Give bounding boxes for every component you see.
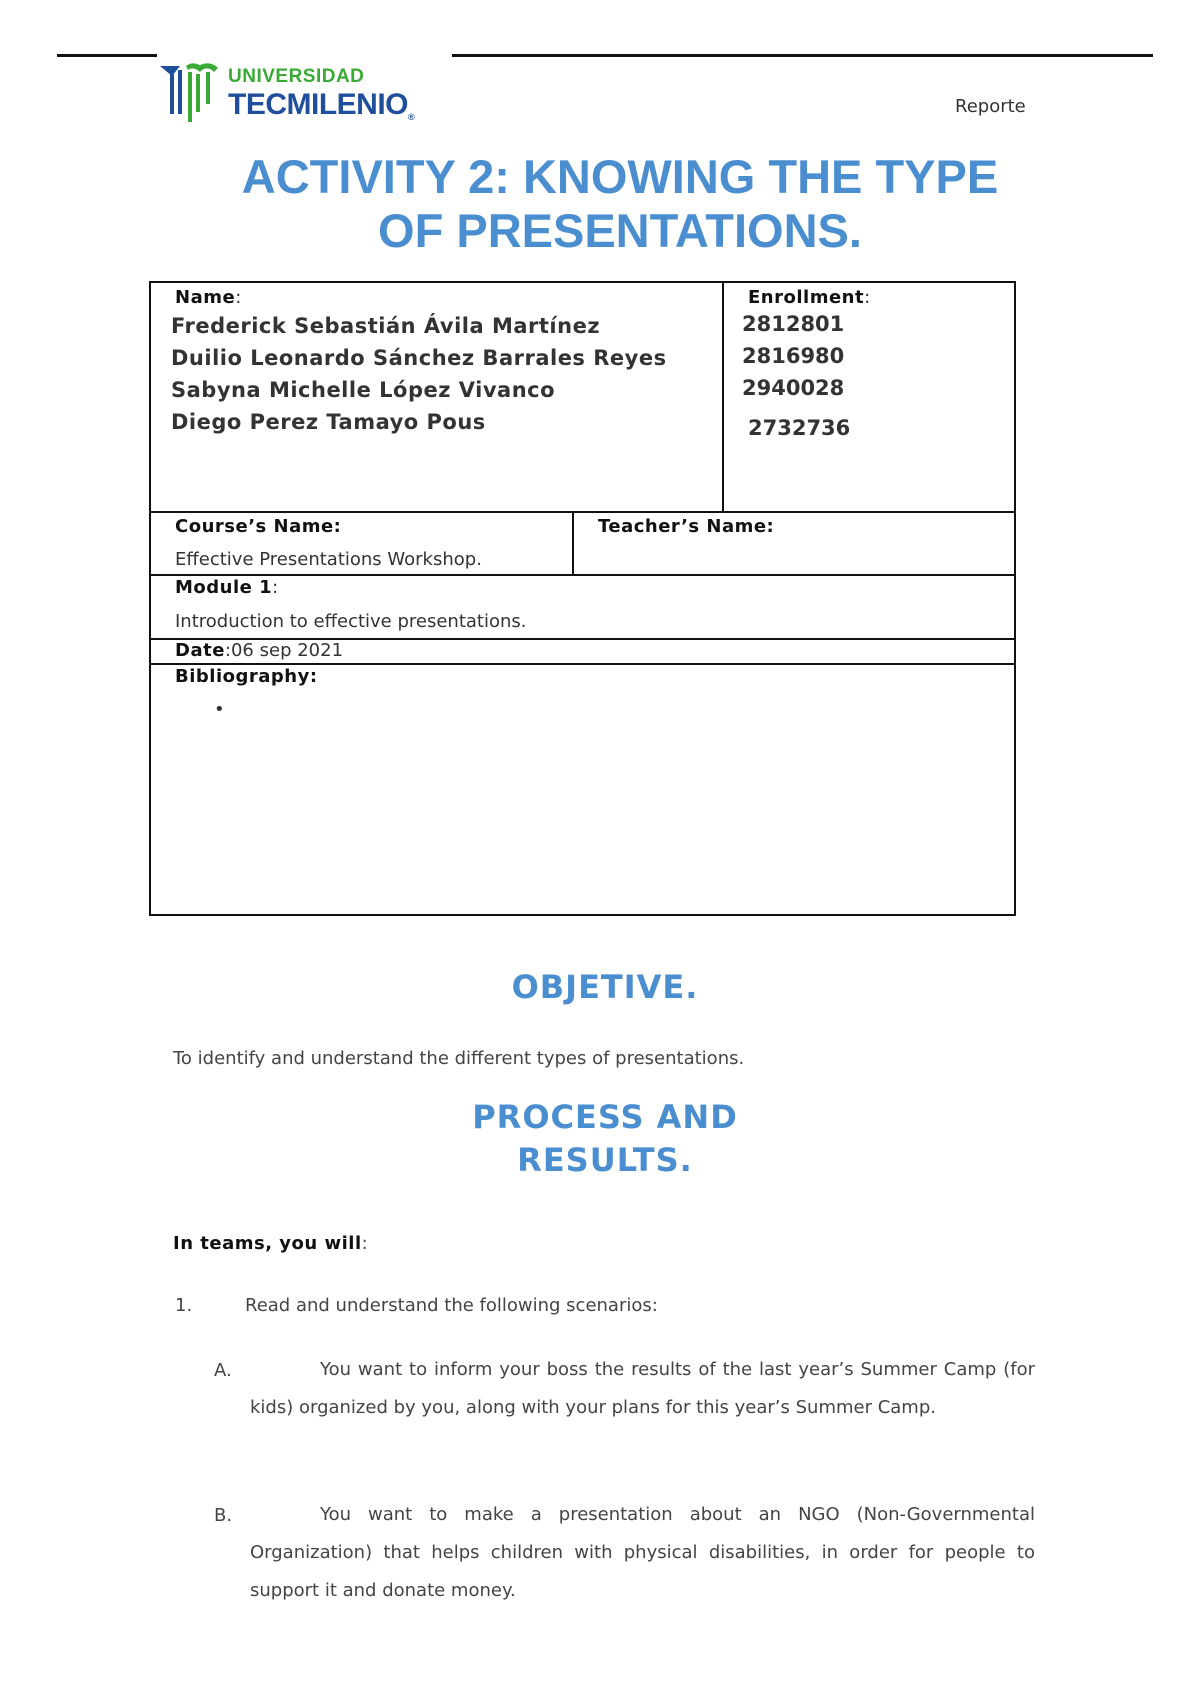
- teacher-cell: [573, 512, 1015, 575]
- scenario-b-text: [250, 1496, 1035, 1610]
- student-name: Frederick Sebastián Ávila Martínez: [171, 314, 601, 338]
- teams-intro-colon: :: [361, 1233, 368, 1254]
- student-name: Sabyna Michelle López Vivanco: [171, 378, 556, 402]
- scenario-b-letter: B.: [214, 1505, 233, 1526]
- logo-wordmark: TECMILENIO: [228, 88, 408, 121]
- process-heading: [150, 1096, 1060, 1182]
- page-title: [150, 150, 1090, 258]
- step-1-text: Read and understand the following scenarios:: [245, 1295, 658, 1316]
- logo-text-tecmilenio: [228, 88, 414, 122]
- enrollment-number: 2940028: [742, 376, 845, 400]
- header-rule-right: [452, 54, 1153, 57]
- module-label: Module 1: [175, 577, 273, 598]
- student-info-table: [149, 281, 1016, 916]
- course-value: Effective Presentations Workshop.: [175, 549, 482, 570]
- enrollment-list: [724, 308, 1014, 444]
- enrollment-cell: [723, 282, 1015, 512]
- scenario-a-body: You want to inform your boss the results of the last year’s Summer Camp (for kids) organized by you, along with your plans for this year’s Summer Camp.: [250, 1359, 1035, 1418]
- teacher-label: Teacher’s Name:: [598, 516, 775, 537]
- names-list: [151, 308, 722, 438]
- scenario-b-body: You want to make a presentation about an NGO (Non-Governmental Organization) that helps children with physical disabilities, in order for people to support it and donate money.: [250, 1504, 1035, 1601]
- module-cell: [150, 575, 1015, 639]
- date-label: Date: [175, 640, 225, 661]
- student-name: Duilio Leonardo Sánchez Barrales Reyes: [171, 346, 667, 370]
- enrollment-label-colon: :: [864, 287, 871, 308]
- bibliography-cell: [150, 664, 1015, 915]
- objective-heading: OBJETIVE.: [511, 968, 699, 1006]
- date-label-colon: :: [224, 640, 231, 661]
- objective-text: To identify and understand the different types of presentations.: [173, 1048, 745, 1069]
- course-label: Course’s Name:: [175, 516, 342, 537]
- title-line-1: ACTIVITY 2: KNOWING THE TYPE: [241, 150, 999, 203]
- module-value: Introduction to effective presentations.: [175, 611, 527, 632]
- teams-intro-bold: In teams, you will: [173, 1233, 362, 1254]
- module-label-colon: :: [272, 577, 279, 598]
- date-cell: [150, 639, 1015, 664]
- logo-text-universidad: UNIVERSIDAD: [228, 66, 365, 87]
- process-heading-line-1: PROCESS AND: [472, 1098, 738, 1136]
- enrollment-number: 2732736: [748, 416, 851, 440]
- process-heading-line-2: RESULTS.: [517, 1141, 693, 1179]
- bibliography-bullet: •: [214, 699, 225, 720]
- header-rule-left: [57, 54, 157, 57]
- name-label: Name: [175, 287, 236, 308]
- bibliography-label: Bibliography:: [175, 666, 318, 687]
- document-type-label: Reporte: [955, 96, 1026, 117]
- teams-intro: [173, 1233, 368, 1254]
- course-cell: [150, 512, 573, 575]
- scenario-a-text: [250, 1351, 1035, 1427]
- name-label-colon: :: [235, 287, 242, 308]
- registered-mark: ®: [408, 112, 415, 122]
- names-cell: [150, 282, 723, 512]
- university-logo: [158, 62, 458, 124]
- enrollment-number: 2816980: [742, 344, 845, 368]
- logo-mark-icon: [158, 62, 224, 124]
- step-1-number: 1.: [175, 1295, 193, 1316]
- enrollment-number: 2812801: [742, 312, 845, 336]
- enrollment-label: Enrollment: [748, 287, 865, 308]
- student-name: Diego Perez Tamayo Pous: [171, 410, 486, 434]
- date-value: 06 sep 2021: [230, 640, 344, 661]
- title-line-2: OF PRESENTATIONS.: [378, 204, 862, 257]
- scenario-a-letter: A.: [214, 1360, 232, 1381]
